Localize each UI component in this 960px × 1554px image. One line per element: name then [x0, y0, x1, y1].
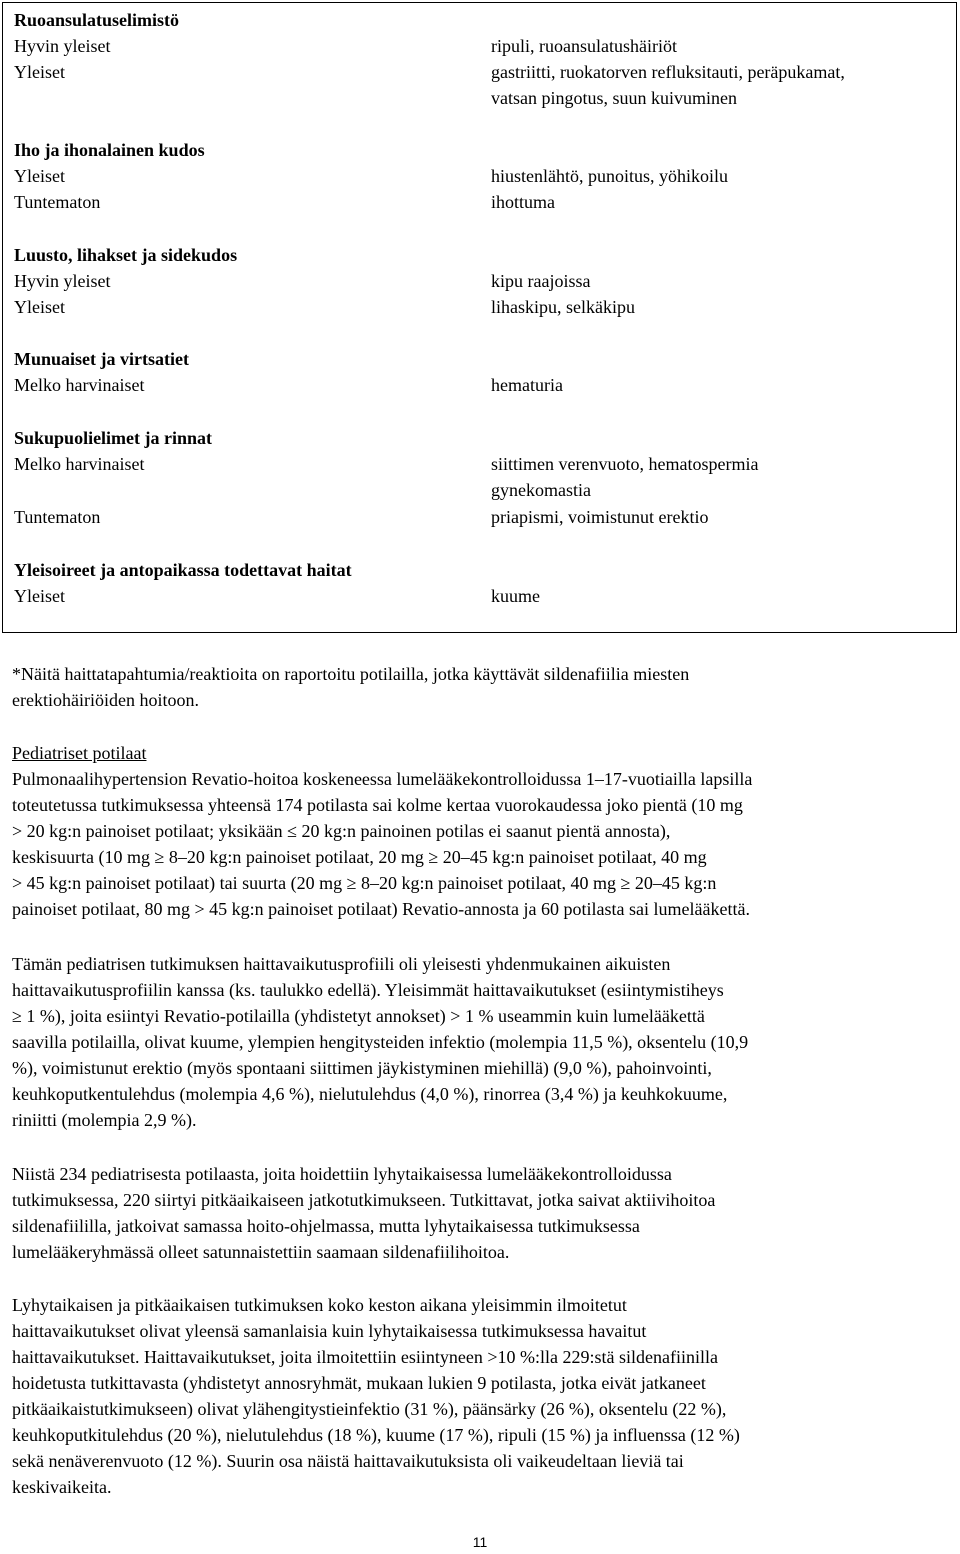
table-left-cell: Sukupuolielimet ja rinnat: [14, 428, 213, 448]
table-right-cell: lihaskipu, selkäkipu: [491, 297, 635, 317]
table-left-cell: Iho ja ihonalainen kudos: [14, 140, 205, 160]
paragraph-line: Tämän pediatrisen tutkimuksen haittavaikutusprofiili oli yleisesti yhdenmukainen aikuisten: [12, 954, 671, 974]
paragraph-line: pitkäaikaistutkimukseen) olivat ylähengitystieinfektio (31 %), päänsärky (26 %), oksentelu (22 %),: [12, 1399, 727, 1419]
page-number: 11: [472, 1534, 488, 1550]
paragraph-line: tutkimuksessa, 220 siirtyi pitkäaikaiseen jatkotutkimukseen. Tutkittavat, jotka saivat aktiivihoitoa: [12, 1190, 716, 1210]
table-right-cell: priapismi, voimistunut erektio: [491, 507, 709, 527]
paragraph-line: keuhkoputkentulehdus (molempia 4,6 %), nielutulehdus (4,0 %), rinorrea (3,4 %) ja keuhkokuume,: [12, 1084, 728, 1104]
paragraph-4: [12, 1292, 952, 1500]
footnote: [12, 661, 952, 713]
table-left-cell: Melko harvinaiset: [14, 375, 145, 395]
table-left-cell: Hyvin yleiset: [14, 271, 111, 291]
table-left-cell: Tuntematon: [14, 192, 101, 212]
paragraph-line: Lyhytaikaisen ja pitkäaikaisen tutkimuksen koko keston aikana yleisimmin ilmoitetut: [12, 1295, 627, 1315]
table-left-cell: Yleiset: [14, 297, 65, 317]
table-left-cell: Yleiset: [14, 586, 65, 606]
table-right-cell: ripuli, ruoansulatushäiriöt: [491, 36, 677, 56]
paragraph-line: haittavaikutukset olivat yleensä samanlaisia kuin lyhytaikaisessa tutkimuksessa havaitut: [12, 1321, 647, 1341]
table-left-cell: Luusto, lihakset ja sidekudos: [14, 245, 238, 265]
table-right-cell: hematuria: [491, 375, 563, 395]
paragraph-line: lumelääkeryhmässä olleet satunnaistettiin saamaan sildenafiilihoitoa.: [12, 1242, 510, 1262]
paragraph-line: ≥ 1 %), joita esiintyi Revatio-potilailla (yhdistetyt annokset) > 1 % useammin kuin lumelääkettä: [12, 1006, 705, 1026]
section-heading: Pediatriset potilaat: [12, 743, 147, 763]
paragraph-line: Pulmonaalihypertension Revatio-hoitoa koskeneessa lumelääkekontrolloidussa 1–17-vuotiailla lapsilla: [12, 769, 753, 789]
table-right-cell: ihottuma: [491, 192, 555, 212]
table-left-cell: Munuaiset ja virtsatiet: [14, 349, 189, 369]
paragraph-line: > 20 kg:n painoiset potilaat; yksikään ≤ 20 kg:n painoinen potilas ei saanut pientä annosta),: [12, 821, 671, 841]
adverse-reactions-table: [2, 2, 957, 633]
paragraph-line: sildenafiililla, jatkoivat samassa hoito-ohjelmassa, mutta lyhytaikaisessa tutkimuksessa: [12, 1216, 640, 1236]
paragraph-line: toteutetussa tutkimuksessa yhteensä 174 potilasta sai kolme kertaa vuorokaudessa joko pientä (10 mg: [12, 795, 743, 815]
paragraph-line: sekä nenäverenvuoto (12 %). Suurin osa näistä haittavaikutuksista oli vaikeudeltaan lieviä tai: [12, 1451, 684, 1471]
footnote-line: erektiohäiriöiden hoitoon.: [12, 690, 199, 710]
table-left-cell: Yleiset: [14, 166, 65, 186]
paragraph-line: hoidetusta tutkittavasta (yhdistetyt annosryhmät, mukaan lukien 9 potilasta, jotka eivät jatkaneet: [12, 1373, 706, 1393]
paragraph-line: > 45 kg:n painoiset potilaat) tai suurta (20 mg ≥ 8–20 kg:n painoiset potilaat, 40 mg ≥ 20–45 kg:n: [12, 873, 717, 893]
table-left-cell: Hyvin yleiset: [14, 36, 111, 56]
paragraph-line: keskivaikeita.: [12, 1477, 112, 1497]
paragraph-3: [12, 1161, 952, 1265]
pediatric-section: [12, 740, 952, 922]
table-left-cell: Yleisoireet ja antopaikassa todettavat haitat: [14, 560, 352, 580]
table-right-cell: vatsan pingotus, suun kuivuminen: [491, 88, 737, 108]
paragraph-2: [12, 951, 952, 1133]
paragraph-line: riniitti (molempia 2,9 %).: [12, 1110, 197, 1130]
paragraph-line: painoiset potilaat, 80 mg > 45 kg:n painoiset potilaat) Revatio-annosta ja 60 potilasta sai lumelääkettä.: [12, 899, 750, 919]
table-left-cell: Melko harvinaiset: [14, 454, 145, 474]
table-right-cell: gastriitti, ruokatorven refluksitauti, peräpukamat,: [491, 62, 845, 82]
table-right-cell: kuume: [491, 586, 540, 606]
paragraph-line: %), voimistunut erektio (myös spontaani siittimen jäykistyminen miehillä) (9,0 %), pahoinvointi,: [12, 1058, 712, 1078]
paragraph-line: haittavaikutukset. Haittavaikutukset, joita ilmoitettiin esiintyneen >10 %:lla 229:stä sildenafiinilla: [12, 1347, 719, 1367]
table-left-cell: Tuntematon: [14, 507, 101, 527]
paragraph-line: keskisuurta (10 mg ≥ 8–20 kg:n painoiset potilaat, 20 mg ≥ 20–45 kg:n painoiset potilaat, 40 mg: [12, 847, 707, 867]
table-left-cell: Ruoansulatuselimistö: [14, 10, 180, 30]
paragraph-line: saavilla potilailla, olivat kuume, ylempien hengitysteiden infektio (molempia 11,5 %), oksentelu (10,9: [12, 1032, 749, 1052]
table-right-cell: siittimen verenvuoto, hematospermia: [491, 454, 759, 474]
paragraph-line: haittavaikutusprofiilin kanssa (ks. taulukko edellä). Yleisimmät haittavaikutukset (esiintymistiheys: [12, 980, 724, 1000]
table-left-cell: Yleiset: [14, 62, 65, 82]
table-right-cell: hiustenlähtö, punoitus, yöhikoilu: [491, 166, 728, 186]
paragraph-line: Niistä 234 pediatrisesta potilaasta, joita hoidettiin lyhytaikaisessa lumelääkekontrolloidussa: [12, 1164, 672, 1184]
table-right-cell: gynekomastia: [491, 480, 591, 500]
footnote-line: *Näitä haittatapahtumia/reaktioita on raportoitu potilailla, jotka käyttävät sildenafiilia miesten: [12, 664, 690, 684]
table-right-cell: kipu raajoissa: [491, 271, 591, 291]
paragraph-line: keuhkoputkitulehdus (20 %), nielutulehdus (18 %), kuume (17 %), ripuli (15 %) ja influenssa (12 %): [12, 1425, 740, 1445]
